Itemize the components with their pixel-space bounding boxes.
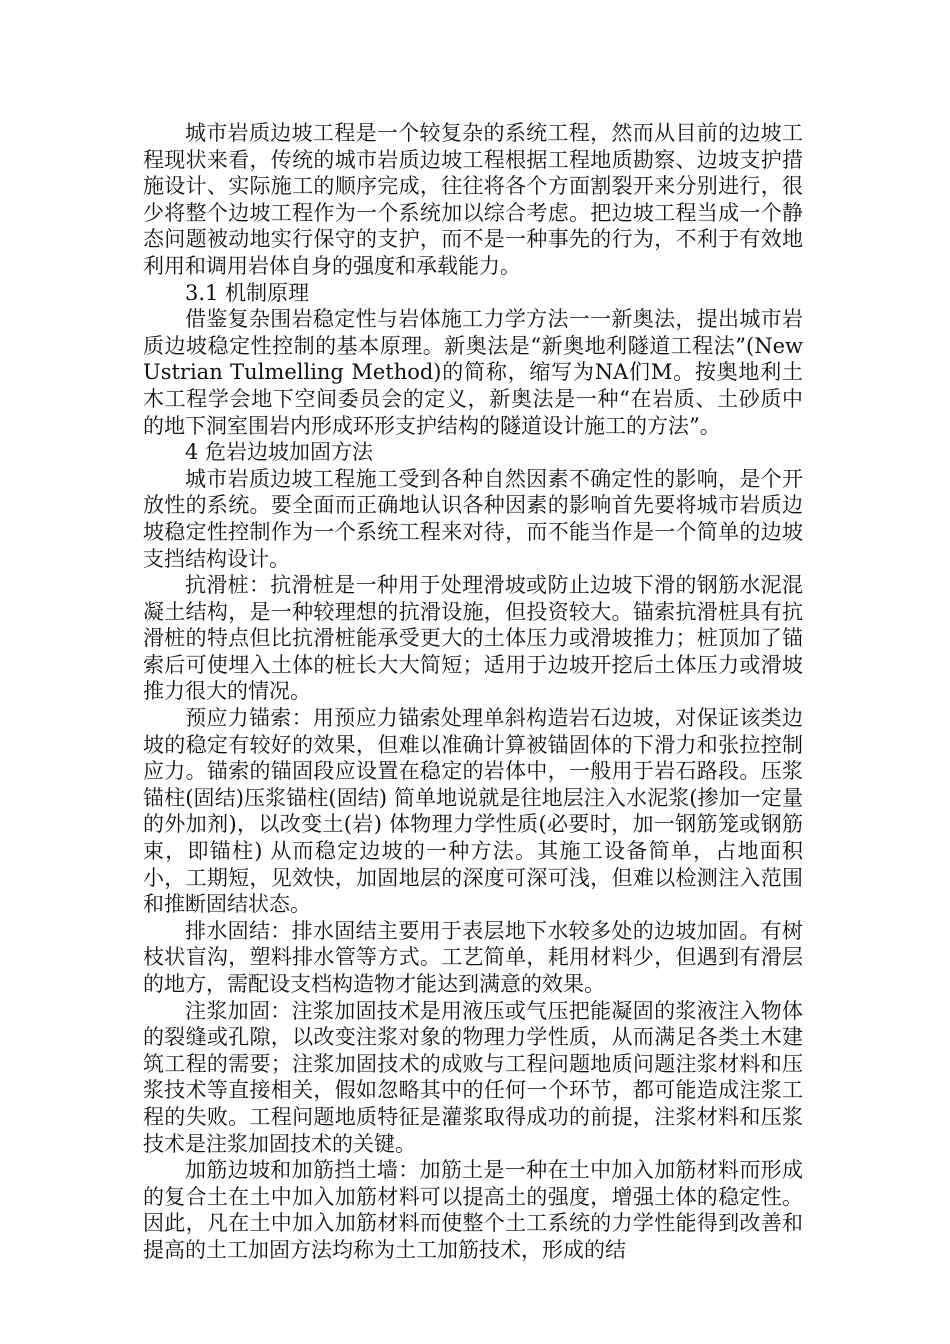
section-heading-4: 4 危岩边坡加固方法 [185,440,374,465]
paragraph-intro: 城市岩质边坡工程是一个较复杂的系统工程，然而从目前的边坡工程现状来看，传统的城市岩质边坡工程根据工程地质勘察、边坡支护措施设计、实际施工的顺序完成，往往将各个方面割裂开来分别进行，很少将整个边坡工程作为一个系统加以综合考虑。把边坡工程当成一个静态问题被动地实行保守的支护，而不是一种事先的行为，不利于有效地利用和调用岩体自身的强度和承载能力。 [143,121,803,278]
paragraph-anti-slide-pile: 抗滑桩：抗滑桩是一种用于处理滑坡或防止边坡下滑的钢筋水泥混凝土结构，是一种较理想的抗滑设施，但投资较大。锚索抗滑桩具有抗滑桩的特点但比抗滑桩能承受更大的土体压力或滑坡推力；桩顶加了锚索后可使埋入土体的桩长大大简短；适用于边坡开挖后土体压力或滑坡推力很大的情况。 [143,573,803,704]
paragraph-reinforced-slope: 加筋边坡和加筋挡土墙：加筋土是一种在土中加入加筋材料而形成的复合土在土中加入加筋材料可以提高土的强度，增强土体的稳定性。因此，凡在土中加入加筋材料而使整个土工系统的力学性能得到改善和提高的土工加固方法均称为土工加筋技术，形成的结 [143,1158,803,1262]
paragraph-nato-method: 借鉴复杂围岩稳定性与岩体施工力学方法一一新奥法，提出城市岩质边坡稳定性控制的基本原理。新奥法是“新奥地利隧道工程法”(New Ustrian Tulmelling Method)的简称，缩写为NA们M。按奥地利土木工程学会地下空间委员会的定义，新奥法是一种“在岩质、土砂质中的地下洞室围岩内形成环形支护结构的隧道设计施工的方法”。 [143,307,803,438]
paragraph-drainage: 排水固结：排水固结主要用于表层地下水较多处的边坡加固。有树枝状盲沟，塑料排水管等方式。工艺简单，耗用材料少，但遇到有滑层的地方，需配设支档构造物才能达到满意的效果。 [143,918,803,996]
section-heading-3-1: 3.1 机制原理 [185,280,310,305]
paragraph-prestressed-anchor: 预应力锚索：用预应力锚索处理单斜构造岩石边坡，对保证该类边坡的稳定有较好的效果，但难以准确计算被锚固体的下滑力和张拉控制应力。锚索的锚固段应设置在稳定的岩体中，一般用于岩石路段。压浆锚柱(固结)压浆锚柱(固结) 简单地说就是往地层注入水泥浆(掺加一定量的外加剂)，以改变土(岩) 体物理力学性质(必要时，加一钢筋笼或钢筋束，即锚柱) 从而稳定边坡的一种方法。其施工设备简单，占地面积小，工期短，见效快，加固地层的深度可深可浅，但难以检测注入范围和推断固结状态。 [143,706,803,917]
paragraph-grouting: 注浆加固：注浆加固技术是用液压或气压把能凝固的浆液注入物体的裂缝或孔隙，以改变注浆对象的物理力学性质，从而满足各类土木建筑工程的需要；注浆加固技术的成败与工程问题地质问题注浆材料和压浆技术等直接相关，假如忽略其中的任何一个环节，都可能造成注浆工程的失败。工程问题地质特征是灌浆取得成功的前提，注浆材料和压浆技术是注浆加固技术的关键。 [143,998,803,1156]
document-page [143,120,803,1264]
paragraph-system-engineering: 城市岩质边坡工程施工受到各种自然因素不确定性的影响，是个开放性的系统。要全面而正确地认识各种因素的影响首先要将城市岩质边坡稳定性控制作为一个系统工程来对待，而不能当作是一个简单的边坡支挡结构设计。 [143,466,803,571]
